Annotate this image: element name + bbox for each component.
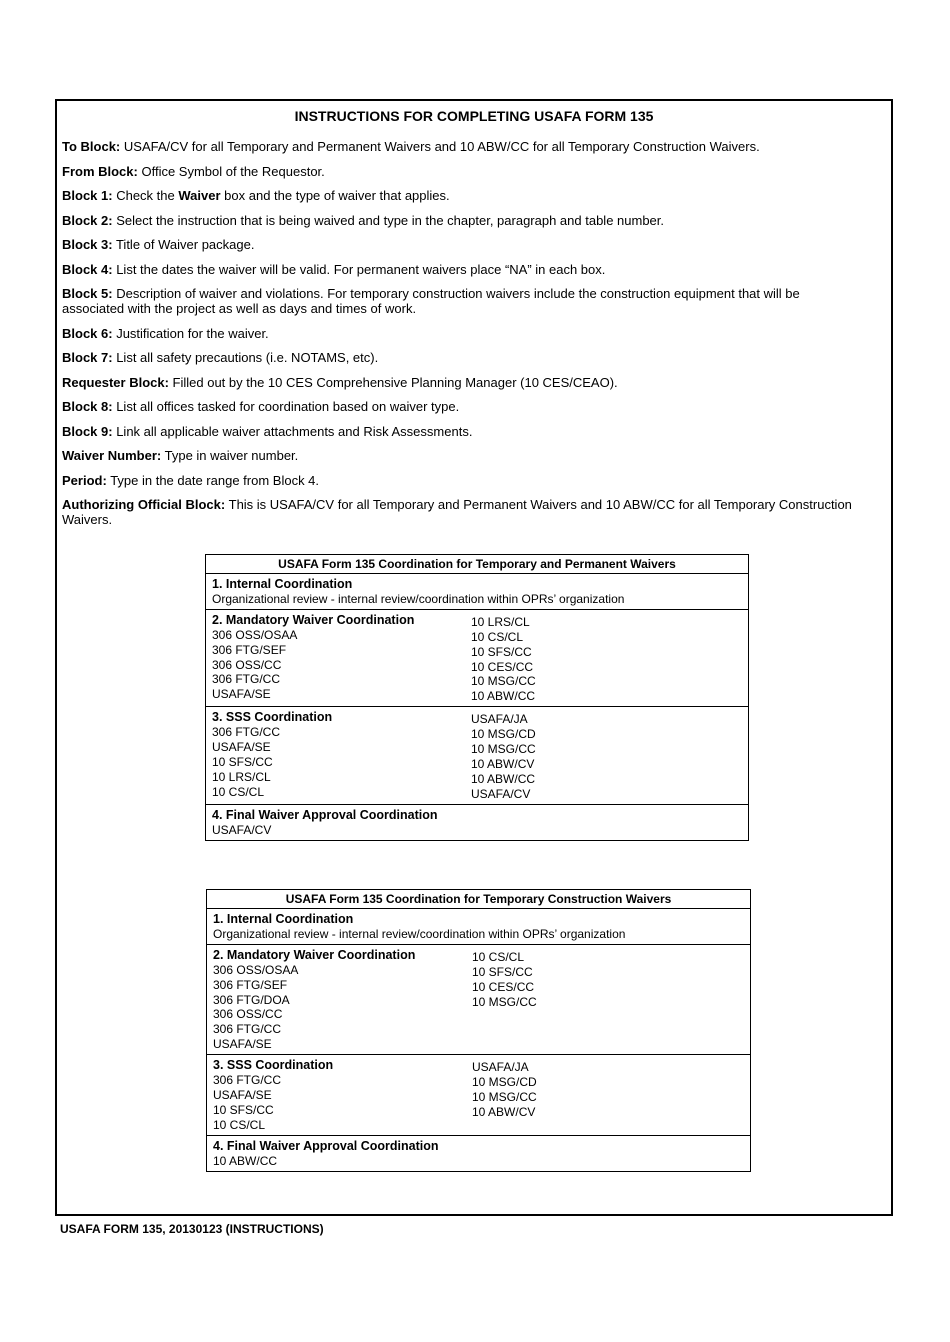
instruction-label: Block 3: [62,237,113,252]
office-entry: USAFA/JA [471,712,528,727]
table-header: USAFA Form 135 Coordination for Temporary Construction Waivers [207,890,750,909]
office-entry: 10 CES/CC [472,979,535,994]
instruction-item [62,262,862,277]
coordination-table-temporary-construction [206,889,751,1172]
instruction-item [62,286,862,316]
instruction-item [62,448,862,463]
office-entry: 10 LRS/CL [471,614,530,629]
office-entry: 10 SFS/CC [471,644,532,659]
table-section [206,805,748,840]
office-entry: 10 CS/CL [471,629,524,644]
office-entry: 10 MSG/CC [472,994,537,1009]
instruction-item [62,139,862,154]
office-entry: 306 OSS/OSAA [213,962,299,977]
instruction-text: List the dates the waiver will be valid. For permanent waivers place “NA” in each box. [116,261,606,277]
office-entry: 306 FTG/CC [212,672,281,687]
table-section [207,1055,750,1136]
office-entry: 10 ABW/CV [472,1104,536,1119]
office-entry: 306 OSS/CC [213,1007,283,1022]
instruction-label: To Block: [62,139,121,154]
office-entry: 306 OSS/OSAA [212,627,298,642]
instruction-label: Period: [62,472,107,488]
instruction-text: Check the [116,188,175,203]
instruction-label: Block 1: [62,188,113,203]
page-title: INSTRUCTIONS FOR COMPLETING USAFA FORM 135 [294,108,654,124]
section-title: 2. Mandatory Waiver Coordination [212,612,415,627]
left-column [213,1058,472,1133]
section-columns [213,948,744,1052]
instruction-label: Waiver Number: [62,448,162,463]
table-section [206,610,748,707]
section-title: 2. Mandatory Waiver Coordination [213,947,416,962]
section-title: 4. Final Waiver Approval Coordination [212,807,438,822]
instruction-label: Block 9: [62,423,113,439]
instruction-item [62,237,862,252]
office-entry: 10 CS/CL [472,949,525,964]
right-column [471,710,536,801]
section-note: USAFA/CV [212,822,272,837]
table-section [207,1136,750,1171]
instruction-item [62,188,862,203]
left-column [212,613,471,704]
instructions-list [62,139,862,537]
office-entry: 10 MSG/CC [472,1089,537,1104]
office-entry: 306 FTG/DOA [213,992,290,1007]
coordination-table-temporary-permanent [205,554,749,841]
instruction-text: Type in the date range from Block 4. [110,472,320,488]
instruction-label: Block 4: [62,261,113,277]
office-entry: 306 FTG/CC [213,1073,282,1088]
table-section [206,707,748,804]
instruction-text: Office Symbol of the Requestor. [141,163,325,179]
instruction-text: Filled out by the 10 CES Comprehensive Planning Manager (10 CES/CEAO). [172,374,618,390]
instruction-label: Block 2: [62,212,113,228]
instruction-text: List all offices tasked for coordination based on waiver type. [116,399,460,414]
section-title: 4. Final Waiver Approval Coordination [213,1138,439,1153]
instruction-label: From Block: [62,163,138,179]
instruction-label: Block 8: [62,399,113,414]
table-section [206,574,748,610]
office-entry: 10 SFS/CC [472,964,533,979]
instruction-item [62,473,862,488]
section-note: Organizational review - internal review/coordination within OPRs’ organization [212,591,625,606]
office-entry: 306 FTG/CC [212,725,281,740]
section-columns [213,1058,744,1133]
instruction-text: Description of waiver and violations. For temporary construction waivers include the construction equipment that will be associated with the project as well as days and times of work. [62,286,800,316]
table-header: USAFA Form 135 Coordination for Temporary and Permanent Waivers [206,555,748,574]
right-column [472,948,537,1052]
office-entry: 10 ABW/CV [471,756,535,771]
office-entry: 10 CES/CC [471,659,534,674]
office-entry: 306 OSS/CC [212,657,282,672]
instruction-text: Type in waiver number. [164,448,299,463]
instruction-label: Block 7: [62,350,113,365]
office-entry: 10 MSG/CD [472,1075,537,1090]
office-entry: 10 MSG/CC [471,674,536,689]
office-entry: 10 CS/CL [213,1117,266,1132]
section-title: 1. Internal Coordination [212,577,353,591]
office-entry: 10 SFS/CC [213,1102,274,1117]
instruction-item [62,213,862,228]
office-entry: USAFA/SE [212,740,271,755]
instruction-text: USAFA/CV for all Temporary and Permanent Waivers and 10 ABW/CC for all Temporary Construction Waivers. [123,139,760,154]
instruction-item [62,164,862,179]
instruction-text: This is USAFA/CV for all Temporary and Permanent Waivers and 10 ABW/CC for all Temporary Construction Waivers. [62,497,852,527]
instruction-item [62,375,862,390]
instruction-label: Block 5: [62,286,113,301]
office-entry: USAFA/CV [471,786,531,801]
instruction-emphasis: Waiver [178,188,221,203]
left-column [212,710,471,801]
section-columns [212,710,742,801]
table-section [207,909,750,945]
instruction-label: Authorizing Official Block: [62,497,226,512]
instruction-text: Select the instruction that is being waived and type in the chapter, paragraph and table number. [116,212,665,228]
office-entry: 306 FTG/SEF [213,977,288,992]
office-entry: 306 FTG/CC [213,1022,282,1037]
left-column [213,948,472,1052]
office-entry: 10 CS/CL [212,784,265,799]
section-note: Organizational review - internal review/coordination within OPRs’ organization [213,926,626,941]
table-section [207,945,750,1055]
right-column [472,1058,537,1133]
section-columns [212,613,742,704]
office-entry: 10 MSG/CC [471,742,536,757]
instruction-text: List all safety precautions (i.e. NOTAMS, etc). [116,350,379,365]
section-note: 10 ABW/CC [213,1153,278,1168]
instruction-text: Justification for the waiver. [116,325,269,341]
office-entry: 10 ABW/CC [471,771,536,786]
office-entry: 10 LRS/CL [212,769,271,784]
section-title: 1. Internal Coordination [213,912,354,926]
right-column [471,613,536,704]
instruction-item [62,497,862,527]
office-entry: USAFA/JA [472,1060,529,1075]
instruction-item [62,399,862,414]
office-entry: 306 FTG/SEF [212,642,287,657]
instruction-label: Requester Block: [62,374,169,390]
office-entry: 10 ABW/CC [471,689,536,704]
office-entry: USAFA/SE [212,687,271,702]
instruction-item [62,424,862,439]
section-title: 3. SSS Coordination [212,710,333,725]
office-entry: 10 SFS/CC [212,754,273,769]
office-entry: USAFA/SE [213,1037,272,1052]
section-title: 3. SSS Coordination [213,1058,334,1073]
instruction-text: Title of Waiver package. [115,237,255,252]
office-entry: USAFA/SE [213,1087,272,1102]
office-entry: 10 MSG/CD [471,727,536,742]
instruction-item [62,326,862,341]
instruction-label: Block 6: [62,325,113,341]
instruction-text: Link all applicable waiver attachments and Risk Assessments. [116,423,473,439]
instruction-text: box and the type of waiver that applies. [224,188,450,203]
form-footer: USAFA FORM 135, 20130123 (INSTRUCTIONS) [60,1222,324,1236]
instruction-item [62,350,862,365]
